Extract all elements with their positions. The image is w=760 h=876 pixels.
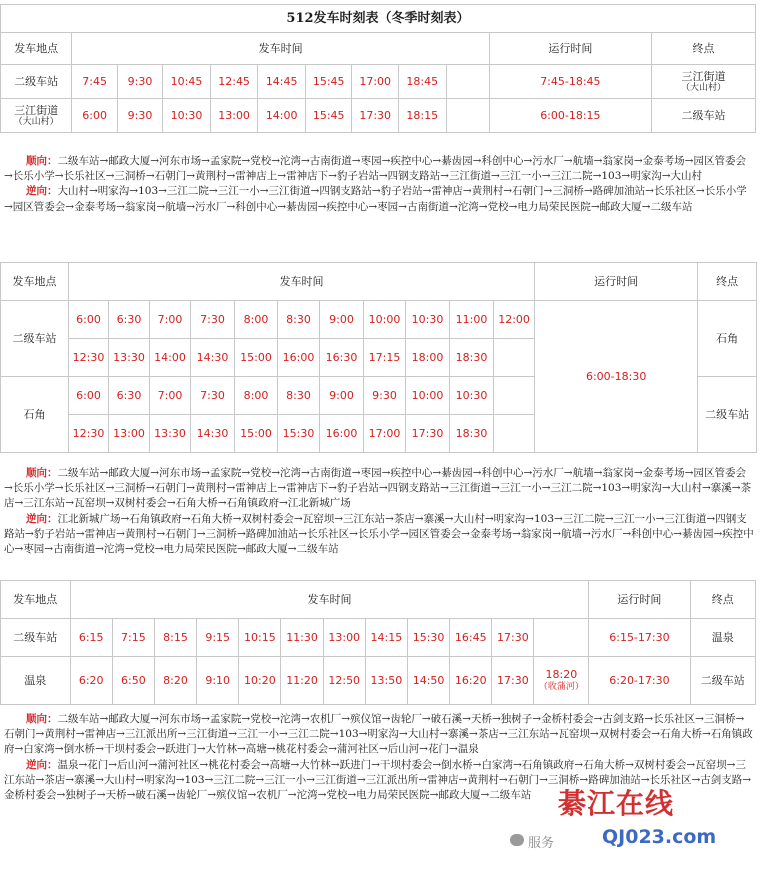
empty-cell bbox=[494, 377, 535, 415]
route-description-1 bbox=[0, 154, 754, 215]
time-cell: 18:15 bbox=[398, 99, 446, 133]
time-cell: 7:00 bbox=[150, 301, 191, 339]
time-cell: 14:45 bbox=[258, 65, 306, 99]
time-cell: 10:00 bbox=[364, 301, 406, 339]
header-terminal: 终点 bbox=[698, 263, 757, 301]
terminal-cell: 温泉 bbox=[690, 619, 755, 657]
station-cell: 二级车站 bbox=[1, 65, 72, 99]
timetable-section-1 bbox=[0, 4, 756, 133]
watermark-url: QJ023.com bbox=[602, 826, 717, 848]
header-run-time: 运行时间 bbox=[589, 581, 690, 619]
time-cell: 7:30 bbox=[191, 377, 235, 415]
run-time-cell: 7:45-18:45 bbox=[489, 65, 651, 99]
empty-cell bbox=[534, 619, 589, 657]
time-cell: 10:30 bbox=[163, 99, 211, 133]
time-cell: 9:30 bbox=[364, 377, 406, 415]
time-cell: 8:00 bbox=[235, 377, 278, 415]
table-row bbox=[1, 65, 756, 99]
time-cell: 14:00 bbox=[258, 99, 306, 133]
time-cell: 6:00 bbox=[69, 301, 109, 339]
time-cell: 16:20 bbox=[450, 657, 492, 705]
time-cell: 15:30 bbox=[407, 619, 449, 657]
time-cell: 13:00 bbox=[323, 619, 365, 657]
time-cell: 8:15 bbox=[154, 619, 196, 657]
run-time-cell: 6:00-18:15 bbox=[489, 99, 651, 133]
time-cell: 12:30 bbox=[69, 339, 109, 377]
time-cell: 12:30 bbox=[69, 415, 109, 453]
time-cell: 6:00 bbox=[72, 99, 117, 133]
time-cell: 8:20 bbox=[154, 657, 196, 705]
table-row bbox=[1, 99, 756, 133]
time-cell: 14:50 bbox=[407, 657, 449, 705]
time-cell: 7:45 bbox=[72, 65, 117, 99]
time-cell: 6:15 bbox=[70, 619, 112, 657]
time-cell: 15:00 bbox=[235, 415, 278, 453]
time-cell: 11:30 bbox=[281, 619, 323, 657]
time-cell: 18:30 bbox=[450, 339, 494, 377]
header-depart-time: 发车时间 bbox=[70, 581, 589, 619]
time-cell: 6:00 bbox=[69, 377, 109, 415]
route-forward: 顺向：二级车站→邮政大厦→河东市场→孟家院→党校→沱湾→古南街道→枣园→疾控中心→綦齿园→科创中心→污水厂→航墙→翁家岗→金泰考场→园区管委会→长乐小学→长乐社区→三洞桥→石朝门→黄荆村→雷神店上→雷神店下→豹子岩站→四钢支路站→三江街道→三江一小→三江二院→103→明家沟→大山村 bbox=[4, 155, 746, 183]
time-cell: 14:30 bbox=[191, 415, 235, 453]
time-cell: 15:00 bbox=[235, 339, 278, 377]
time-cell: 13:50 bbox=[365, 657, 407, 705]
station-cell: 二级车站 bbox=[1, 301, 69, 377]
time-cell: 14:30 bbox=[191, 339, 235, 377]
empty-cell bbox=[494, 339, 535, 377]
time-cell: 12:50 bbox=[323, 657, 365, 705]
table-row bbox=[1, 657, 756, 705]
time-cell: 18:45 bbox=[398, 65, 446, 99]
route-reverse: 逆向：大山村→明家沟→103→三江二院→三江一小→三江街道→四钢支路站→豹子岩站→雷神店→黄荆村→石朝门→三洞桥→路碑加油站→长乐社区→长乐小学→园区管委会→金泰考场→翁家岗→航墙→污水厂→科创中心→綦齿园→疾控中心→枣园→古南街道→沱湾→党校→电力局荣民医院→邮政大厦→二级车站 bbox=[4, 185, 747, 213]
header-run-time: 运行时间 bbox=[489, 33, 651, 65]
time-cell: 13:00 bbox=[210, 99, 258, 133]
time-cell: 7:15 bbox=[112, 619, 154, 657]
time-cell: 10:30 bbox=[406, 301, 450, 339]
time-cell: 9:00 bbox=[320, 301, 364, 339]
time-cell: 11:00 bbox=[450, 301, 494, 339]
time-cell: 7:00 bbox=[150, 377, 191, 415]
empty-cell bbox=[446, 65, 489, 99]
time-cell: 17:00 bbox=[352, 65, 399, 99]
time-cell: 17:30 bbox=[352, 99, 399, 133]
route-reverse: 逆向：江北新城广场→石角镇政府→石角大桥→双树村委会→瓦窑坝→三江东站→茶店→寨溪→大山村→明家沟→103→三江二院→三江一小→三江街道→四钢支路站→豹子岩站→雷神店→黄荆村→石朝门→三洞桥→路碑加油站→长乐社区→长乐小学→园区管委会→金泰考场→翁家岗→航墙→污水厂→科创中心→綦齿园→疾控中心→枣园→古南街道→沱湾→党校→电力局荣民医院→邮政大厦→二级车站 bbox=[4, 512, 754, 556]
time-cell: 17:00 bbox=[364, 415, 406, 453]
route-reverse: 逆向：温泉→花门→后山河→蒲河社区→桃花村委会→高塘→大竹林→跃进门→干坝村委会→倒水桥→白家湾→石角镇政府→石角大桥→双树村委会→瓦窑坝→三江东站→茶店→寨溪→大山村→明家沟→103→三江二院→三江一小→三江街道→三江派出所→雷神店→黄荆村→石朝门→三洞桥→路碑加油站→长乐社区→古剑支路→金桥村委会→独树子→天桥→破石溪→齿轮厂→殡仪馆→农机厂→沱湾→党校→电力局荣民医院→邮政大厦→二级车站 bbox=[4, 758, 752, 802]
time-cell: 10:45 bbox=[163, 65, 211, 99]
timetable-section-2 bbox=[0, 262, 757, 453]
time-cell: 12:45 bbox=[210, 65, 258, 99]
header-station: 发车地点 bbox=[1, 33, 72, 65]
header-terminal: 终点 bbox=[690, 581, 755, 619]
header-terminal: 终点 bbox=[651, 33, 755, 65]
time-cell: 16:45 bbox=[450, 619, 492, 657]
time-cell: 10:00 bbox=[406, 377, 450, 415]
page-title: 512发车时刻表（冬季时刻表） bbox=[1, 5, 756, 33]
time-cell: 16:00 bbox=[320, 415, 364, 453]
terminal-cell: 二级车站 bbox=[698, 377, 757, 453]
time-cell: 7:30 bbox=[191, 301, 235, 339]
time-cell: 12:00 bbox=[494, 301, 535, 339]
terminal-cell: 石角 bbox=[698, 301, 757, 377]
header-run-time: 运行时间 bbox=[535, 263, 698, 301]
terminal-cell: 二级车站 bbox=[690, 657, 755, 705]
time-cell: 14:15 bbox=[365, 619, 407, 657]
time-cell: 9:30 bbox=[117, 65, 162, 99]
time-cell: 8:30 bbox=[278, 301, 320, 339]
terminal-cell: 二级车站 bbox=[651, 99, 755, 133]
time-cell: 9:30 bbox=[117, 99, 162, 133]
time-cell: 8:00 bbox=[235, 301, 278, 339]
time-cell: 11:20 bbox=[281, 657, 323, 705]
time-cell: 9:15 bbox=[197, 619, 239, 657]
time-cell: 17:30 bbox=[492, 657, 534, 705]
route-forward: 顺向：二级车站→邮政大厦→河东市场→孟家院→党校→沱湾→古南街道→枣园→疾控中心→綦齿园→科创中心→污水厂→航墙→翁家岗→金泰考场→园区管委会→长乐小学→长乐社区→三洞桥→石朝门→黄荆村→雷神店上→雷神店下→豹子岩站→四钢支路站→三江街道→三江一小→三江二院→103→明家沟→大山村→寨溪→茶店→三江东站→瓦窑坝→双树村委会→石角大桥→石角镇政府→江北新城广场 bbox=[4, 467, 752, 510]
time-cell: 17:30 bbox=[406, 415, 450, 453]
header-station: 发车地点 bbox=[1, 263, 69, 301]
station-cell: 三江街道 （大山村） bbox=[1, 99, 72, 133]
table-row bbox=[1, 619, 756, 657]
table-row bbox=[1, 301, 757, 339]
header-depart-time: 发车时间 bbox=[72, 33, 489, 65]
time-cell: 10:20 bbox=[239, 657, 281, 705]
time-cell: 15:30 bbox=[278, 415, 320, 453]
empty-cell bbox=[446, 99, 489, 133]
time-cell: 13:30 bbox=[109, 339, 150, 377]
run-time-cell: 6:00-18:30 bbox=[535, 301, 698, 453]
time-cell: 6:30 bbox=[109, 301, 150, 339]
time-cell: 9:10 bbox=[197, 657, 239, 705]
run-time-cell: 6:20-17:30 bbox=[589, 657, 690, 705]
time-cell: 13:30 bbox=[150, 415, 191, 453]
station-cell: 温泉 bbox=[1, 657, 71, 705]
watermark-brand: 綦江在线 bbox=[558, 787, 675, 820]
time-cell: 6:20 bbox=[70, 657, 112, 705]
station-cell: 石角 bbox=[1, 377, 69, 453]
timetable-section-3 bbox=[0, 580, 756, 705]
run-time-cell: 6:15-17:30 bbox=[589, 619, 690, 657]
time-cell-extra: 18:20 （收蒲河） bbox=[534, 657, 589, 705]
station-cell: 二级车站 bbox=[1, 619, 71, 657]
header-station: 发车地点 bbox=[1, 581, 71, 619]
terminal-cell: 三江街道 （大山村） bbox=[651, 65, 755, 99]
time-cell: 15:45 bbox=[305, 99, 352, 133]
time-cell: 8:30 bbox=[278, 377, 320, 415]
time-cell: 17:15 bbox=[364, 339, 406, 377]
watermark-service-text: 服务 bbox=[528, 836, 555, 851]
time-cell: 15:45 bbox=[305, 65, 352, 99]
time-cell: 6:30 bbox=[109, 377, 150, 415]
time-cell: 16:30 bbox=[320, 339, 364, 377]
time-cell: 10:30 bbox=[450, 377, 494, 415]
wechat-icon bbox=[510, 834, 524, 846]
time-cell: 18:00 bbox=[406, 339, 450, 377]
time-cell: 16:00 bbox=[278, 339, 320, 377]
empty-cell bbox=[494, 415, 535, 453]
time-cell: 6:50 bbox=[112, 657, 154, 705]
time-cell: 10:15 bbox=[239, 619, 281, 657]
time-cell: 18:30 bbox=[450, 415, 494, 453]
watermark bbox=[518, 782, 754, 862]
route-description-2 bbox=[0, 466, 754, 557]
route-forward: 顺向：二级车站→邮政大厦→河东市场→孟家院→党校→沱湾→农机厂→殡仪馆→齿轮厂→破石溪→天桥→独树子→金桥村委会→古剑支路→长乐社区→三洞桥→石朝门→黄荆村→雷神店→三江派出所→三江街道→三江一小→三江二院→103→明家沟→大山村→寨溪→茶店→三江东站→瓦窑坝→双树村委会→石角大桥→石角镇政府→白家湾→倒水桥→干坝村委会→跃进门→大竹林→高塘→桃花村委会→蒲河社区→后山河→花门→温泉 bbox=[4, 713, 753, 756]
time-cell: 13:00 bbox=[109, 415, 150, 453]
header-depart-time: 发车时间 bbox=[69, 263, 535, 301]
time-cell: 14:00 bbox=[150, 339, 191, 377]
time-cell: 9:00 bbox=[320, 377, 364, 415]
time-cell: 17:30 bbox=[492, 619, 534, 657]
